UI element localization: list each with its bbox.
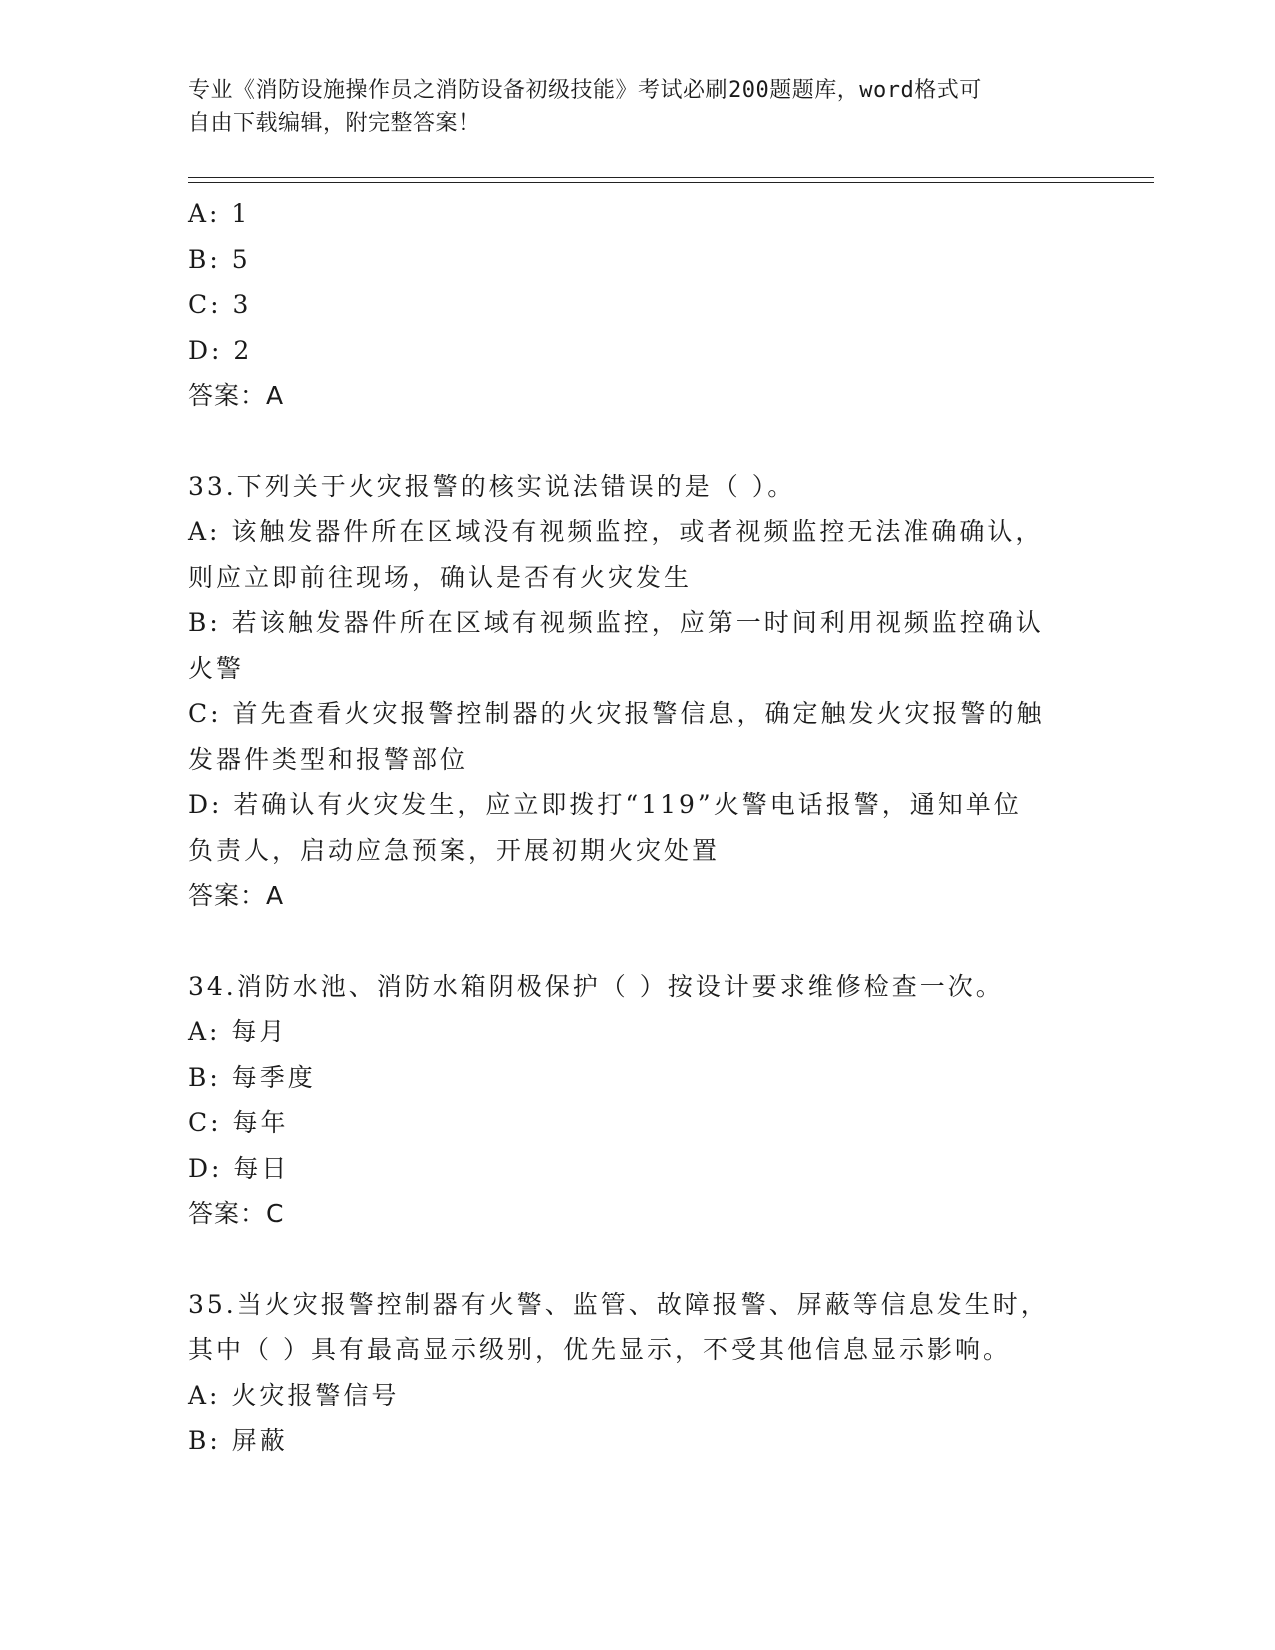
option-c: C: 首先查看火灾报警控制器的火灾报警信息，确定触发火灾报警的触	[188, 699, 1045, 728]
option-b: B: 屏蔽	[188, 1426, 288, 1455]
answer: 答案：A	[188, 381, 285, 410]
answer: 答案：A	[188, 881, 285, 910]
option-a-continued: 则应立即前往现场，确认是否有火灾发生	[188, 562, 693, 592]
option-c-continued: 发器件类型和报警部位	[188, 744, 469, 774]
option-d: D: 若确认有火灾发生，应立即拨打“119”火警电话报警，通知单位	[188, 790, 1022, 819]
question-stem-continued: 其中（ ）具有最高显示级别，优先显示，不受其他信息显示影响。	[188, 1335, 1011, 1364]
question-33	[188, 464, 1088, 919]
question-35	[188, 1282, 1088, 1464]
question-stem: 35.当火灾报警控制器有火警、监管、故障报警、屏蔽等信息发生时，	[188, 1289, 1049, 1319]
spacer	[188, 419, 1088, 464]
option-a: A: 每月	[188, 1017, 288, 1046]
question-list	[188, 191, 1088, 1464]
option-b: B: 若该触发器件所在区域有视频监控，应第一时间利用视频监控确认	[188, 608, 1044, 637]
header-line-2: 自由下载编辑，附完整答案！	[188, 111, 481, 136]
header-divider	[188, 177, 1154, 183]
option-a: A: 火灾报警信号	[188, 1380, 400, 1410]
answer: 答案：C	[188, 1199, 285, 1228]
question-stem: 34.消防水池、消防水箱阴极保护（ ）按设计要求维修检查一次。	[188, 971, 1004, 1001]
option-a: A: 该触发器件所在区域没有视频监控，或者视频监控无法准确确认，	[188, 517, 1044, 546]
option-a: A: 1	[188, 199, 251, 228]
option-d: D: 每日	[188, 1153, 290, 1183]
option-c: C: 3	[188, 290, 252, 319]
option-b: B: 5	[188, 244, 251, 274]
question-32-options	[188, 191, 1088, 419]
page-header	[188, 74, 1088, 140]
option-d: D: 2	[188, 335, 253, 365]
question-34	[188, 964, 1088, 1237]
spacer	[188, 919, 1088, 964]
header-line-1: 专业《消防设施操作员之消防设备初级技能》考试必刷200题题库，word格式可	[188, 78, 982, 103]
option-d-continued: 负责人，启动应急预案，开展初期火灾处置	[188, 835, 721, 865]
option-b-continued: 火警	[188, 653, 245, 683]
option-c: C: 每年	[188, 1108, 289, 1137]
question-stem: 33.下列关于火灾报警的核实说法错误的是（ ）。	[188, 471, 796, 501]
spacer	[188, 1237, 1088, 1282]
option-b: B: 每季度	[188, 1062, 316, 1092]
